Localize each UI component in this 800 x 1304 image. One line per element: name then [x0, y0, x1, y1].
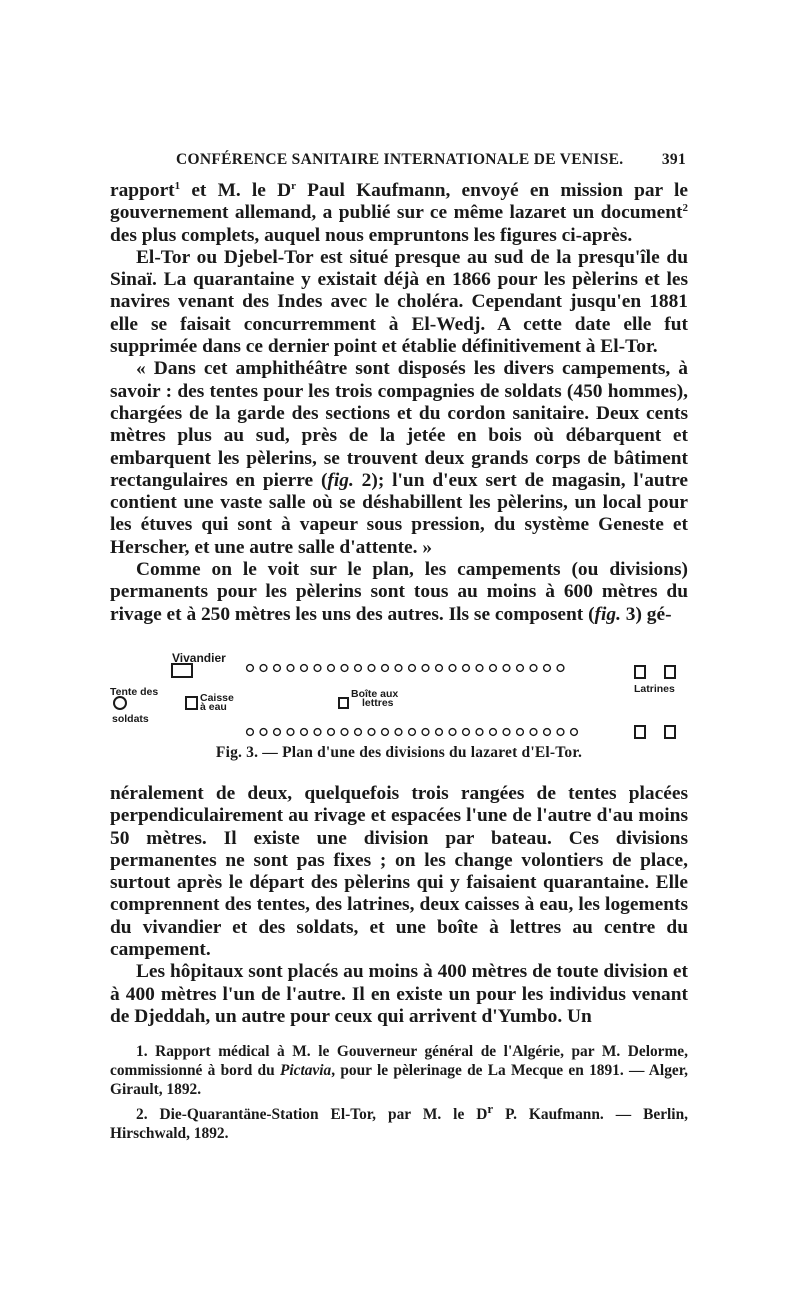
footnote-number: 2. — [136, 1106, 148, 1124]
caption-text: — Plan d'une des divisions du lazaret d'El-Tor. — [258, 744, 583, 761]
tent-marker — [355, 665, 362, 672]
tent-marker — [436, 729, 443, 736]
water-tank — [186, 697, 197, 709]
tent-marker — [503, 729, 510, 736]
tent-marker — [368, 729, 375, 736]
tent-marker — [544, 729, 551, 736]
caption-prefix: Fig. 3. — [215, 744, 259, 761]
running-title: CONFÉRENCE SANITAIRE INTERNATIONALE DE VENISE. — [176, 151, 624, 168]
tent-marker — [247, 729, 254, 736]
tent-marker — [436, 665, 443, 672]
tent-marker — [260, 665, 267, 672]
footnotes — [110, 1042, 688, 1144]
text-span: , pour le pèlerinage de La Mecque en 1891. — Alger, Girault, 1892. — [110, 1062, 688, 1098]
tent-marker — [571, 729, 578, 736]
tent-marker — [530, 665, 537, 672]
ship-name: Pictavia — [279, 1062, 332, 1079]
latrine-3 — [635, 726, 645, 738]
tent-marker — [368, 665, 375, 672]
label-soldats: soldats — [112, 713, 149, 725]
text-span: P. Kaufmann. — Berlin, Hirschwald, 1892. — [110, 1106, 688, 1143]
tent-marker — [301, 729, 308, 736]
tent-marker — [328, 665, 335, 672]
tent-marker — [490, 665, 497, 672]
tent-marker — [382, 665, 389, 672]
tent-marker — [517, 729, 524, 736]
paragraph — [110, 358, 688, 559]
text-span: des plus complets, auquel nous empruntons les figures ci-après. — [110, 224, 633, 246]
tent-marker — [355, 729, 362, 736]
tent-marker — [260, 729, 267, 736]
main-text-bottom — [110, 783, 688, 1028]
footnote-ref: 2 — [682, 202, 688, 215]
tent-marker — [490, 729, 497, 736]
tent-marker — [422, 729, 429, 736]
paragraph: néralement de deux, quelquefois trois rangées de tentes placées perpendiculairement au rivage et espacées l'une de l'autre d'au moins 50 mètres. Il existe une division par bateau. Ces divisions permanentes ne sont pas fixes ; on les change volontiers de place, surtout après le départ des pèlerins qui y faisaient quarantaine. Elle comprennent des tentes, des latrines, deux caisses à eau, les logements du vivandier et des soldats, et une boîte à lettres au centre du campement. — [110, 783, 688, 961]
label-latrines: Latrines — [634, 683, 675, 695]
tent-marker — [328, 729, 335, 736]
tent-marker — [503, 665, 510, 672]
tent-row-top — [247, 665, 564, 672]
text-span: Comme on le voit sur le plan, les campements (ou divisions) permanents pour les pèlerins sont tous au moins à 600 mètres du rivage et à 250 mètres les uns des autres. Ils se composent ( — [110, 559, 688, 625]
tent-marker — [517, 665, 524, 672]
text-span: ); l'un d'eux sert de magasin, l'autre contient une vaste salle où se déshabillent les pèlerins, un local pour les étuves qui sont à vapeur sous pression, du système Geneste et Herscher, et une autre salle d'attente. » — [110, 469, 688, 558]
tent-marker — [341, 729, 348, 736]
text-span: rapport — [110, 180, 175, 201]
tent-marker — [530, 729, 537, 736]
text-span: ) gé- — [635, 603, 672, 625]
tent-marker — [409, 729, 416, 736]
tent-marker — [314, 729, 321, 736]
tent-marker — [382, 729, 389, 736]
tent-marker — [395, 729, 402, 736]
tent-marker — [274, 665, 281, 672]
tent-marker — [274, 729, 281, 736]
tent-marker — [314, 665, 321, 672]
footnote-ref: 1 — [174, 180, 181, 192]
running-header — [110, 151, 688, 177]
label-lettres: lettres — [362, 697, 394, 709]
label-a-eau: à eau — [200, 701, 227, 713]
tent-marker — [557, 665, 564, 672]
text-span: Rapport médical à M. le Gouverneur général de l'Algérie, par M. Delorme, commissionné à bord du — [110, 1043, 688, 1079]
label-tente-des: Tente des — [110, 686, 159, 698]
tent-marker — [287, 729, 294, 736]
text-span: Paul Kaufmann, envoyé en mission par le gouvernement allemand, a publié sur ce même lazaret un document — [110, 180, 688, 224]
tent-marker — [463, 665, 470, 672]
figure-3-plan — [110, 640, 688, 760]
figure-number: 3 — [620, 603, 636, 625]
main-text-top — [110, 180, 688, 626]
tent-marker — [409, 665, 416, 672]
paragraph — [110, 559, 688, 626]
tent-marker — [395, 665, 402, 672]
tent-marker — [544, 665, 551, 672]
footnote-number: 1. — [136, 1043, 148, 1060]
text-span: Die-Quarantäne-Station El-Tor, par M. le D — [147, 1106, 488, 1124]
superscript: r — [291, 180, 296, 192]
tent-marker — [449, 729, 456, 736]
superscript: r — [487, 1102, 494, 1116]
tent-marker — [287, 665, 294, 672]
label-caisse: Caisse — [200, 692, 234, 704]
tent-marker — [476, 729, 483, 736]
tent-marker — [422, 665, 429, 672]
figure-ref: fig. — [327, 469, 354, 491]
text-span: « Dans cet amphithéâtre sont disposés les divers campements, à savoir : des tentes pour les trois compagnies de soldats (450 hommes), chargées de la garde des sections et du cordon sanitaire. Deux cents mètres plus au sud, près de la jetée en bois où débarquent et embarquent les pèlerins, se trouvent deux grands corps de bâtiment rectangulaires en pierre ( — [110, 358, 688, 491]
figure-caption — [110, 744, 688, 762]
figure-ref: fig. — [594, 603, 621, 625]
vivandier-building — [172, 664, 192, 677]
paragraph — [110, 180, 688, 247]
tent-row-bottom — [247, 729, 578, 736]
paragraph: El-Tor ou Djebel-Tor est situé presque au sud de la presqu'île du Sinaï. La quarantaine y existait déjà en 1866 pour les pèlerins et les navires venant des Indes avec le choléra. Cependant jusqu'en 1881 elle se faisait concurremment à El-Wedj. A cette date elle fut supprimée dans ce dernier point et établie définitivement à El-Tor. — [110, 246, 688, 358]
text-span: et M. le D — [180, 180, 292, 201]
letter-box — [339, 698, 348, 708]
tent-marker — [301, 665, 308, 672]
latrine-2 — [665, 666, 675, 678]
footnote-1 — [110, 1042, 688, 1099]
tent-marker — [463, 729, 470, 736]
latrine-4 — [665, 726, 675, 738]
page-number: 391 — [661, 151, 686, 168]
tent-marker — [476, 665, 483, 672]
label-boite: Boîte aux — [351, 688, 399, 700]
tent-marker — [557, 729, 564, 736]
paragraph: Les hôpitaux sont placés au moins à 400 mètres de toute division et à 400 mètres l'un de l'autre. Il en existe un pour les individus venant de Djeddah, un autre pour ceux qui arrivent d'Yumbo. Un — [110, 961, 688, 1027]
tent-marker — [247, 665, 254, 672]
figure-number: 2 — [353, 469, 372, 491]
latrine-1 — [635, 666, 645, 678]
soldiers-tent — [114, 697, 126, 709]
tent-marker — [449, 665, 456, 672]
footnote-2 — [110, 1100, 688, 1143]
tent-marker — [341, 665, 348, 672]
label-vivandier: Vivandier — [172, 651, 226, 665]
